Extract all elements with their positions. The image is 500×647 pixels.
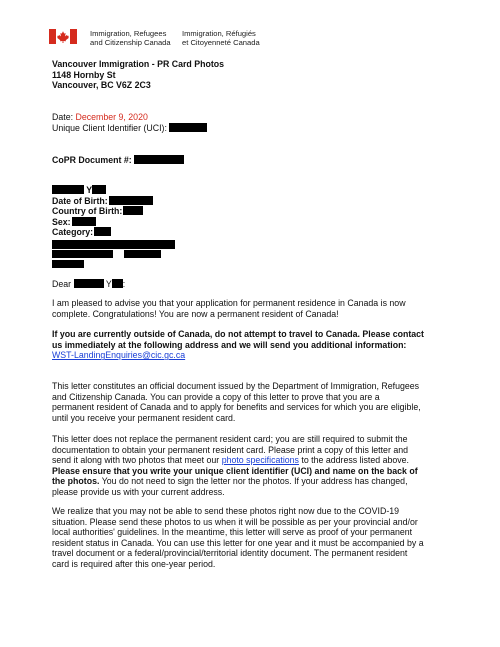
country-label: Country of Birth: <box>52 206 123 217</box>
name-line <box>52 185 452 196</box>
name-suffix: Y <box>86 185 93 195</box>
copr-line <box>52 155 452 166</box>
paragraph-official-document <box>52 381 452 423</box>
recipient-address <box>52 59 452 91</box>
dept-fr-line2: et Citoyenneté Canada <box>182 38 260 47</box>
address-line2: 1148 Hornby St <box>52 69 116 80</box>
dept-en-line1: Immigration, Refugees <box>90 29 167 38</box>
p5-line4: resident status in Canada. You can use this letter for one year and it must be accompanied by a <box>52 537 424 548</box>
uci-label: Unique Client Identifier (UCI): <box>52 122 167 133</box>
name-redaction-2 <box>92 185 106 194</box>
greeting-initial: Y <box>105 279 112 289</box>
paragraph-approval <box>52 298 452 319</box>
p4-line3-text-a: send it along with two photos that meet our <box>52 455 222 466</box>
dept-fr-line1: Immigration, Réfugiés <box>182 29 256 38</box>
paragraph-outside-canada <box>52 329 452 361</box>
paragraph-covid <box>52 506 452 570</box>
p1-line2: complete. Congratulations! You are now a permanent resident of Canada! <box>52 308 339 319</box>
date-label: Date: <box>52 112 74 122</box>
greeting-redaction-2 <box>112 279 126 289</box>
copr-label: CoPR Document #: <box>52 155 132 165</box>
p3-line2: and Citizenship Canada. You can provide a copy of this letter to prove that you are a <box>52 391 380 402</box>
p3-line4: until you receive your permanent resident card. <box>52 412 236 423</box>
category-label: Category: <box>52 227 94 238</box>
name-redaction <box>52 185 84 194</box>
photo-specifications-link[interactable]: photo specifications <box>221 455 299 466</box>
uci-line <box>52 123 452 134</box>
sex-line <box>52 217 452 228</box>
p4-line5-text: You do not need to sign the letter nor the photos. If your address has changed, <box>99 476 408 487</box>
p4-line2: documentation to obtain your permanent resident card. Please print a copy of this letter and <box>52 444 408 455</box>
redaction-block-4 <box>52 260 84 268</box>
paragraph-pr-card <box>52 434 452 498</box>
p2-line1: If you are currently outside of Canada, do not attempt to travel to Canada. Please contact <box>52 329 424 339</box>
department-name-fr <box>182 29 260 47</box>
letter-meta <box>52 112 452 133</box>
greeting-prefix: Dear <box>52 279 72 289</box>
dob-redaction <box>109 196 153 205</box>
greeting <box>52 279 452 290</box>
department-name-en <box>90 29 171 47</box>
greeting-redaction <box>74 279 104 288</box>
p4-line4: Please ensure that you write your unique client identifier (UCI) and name on the back of <box>52 465 418 476</box>
category-redaction <box>94 227 111 236</box>
p4-line6: please provide us with your current address. <box>52 486 225 497</box>
p1-line1: I am pleased to advise you that your application for permanent residence in Canada is now <box>52 298 406 308</box>
sex-label: Sex: <box>52 216 71 227</box>
redaction-block-2 <box>52 250 113 258</box>
category-line <box>52 227 452 238</box>
p5-line1: We realize that you may not be able to send these photos right now due to the COVID-19 <box>52 506 400 516</box>
p5-line3: local authorities' guidelines. In the meantime, this letter will serve as proof of your permanent <box>52 527 413 538</box>
dept-en-line2: and Citizenship Canada <box>90 38 171 47</box>
p4-line1: This letter does not replace the permanent resident card; you are still required to submit the <box>52 434 408 444</box>
country-redaction <box>123 206 143 215</box>
p4-line5-bold: the photos. <box>52 476 100 487</box>
personal-details <box>52 185 452 238</box>
dob-label: Date of Birth: <box>52 195 108 206</box>
country-line <box>52 206 452 217</box>
dob-line <box>52 196 452 207</box>
redaction-block-3 <box>124 250 161 258</box>
greeting-suffix: : <box>122 279 126 289</box>
p5-line6: card is required after this one-year period. <box>52 558 216 569</box>
p5-line2: situation. Please send these photos to us when it will be possible as per your provincial and/or <box>52 516 418 527</box>
canada-flag-icon <box>49 29 77 44</box>
copr-redaction <box>134 155 184 164</box>
p4-line3-text-b: to the address listed above. <box>298 455 409 466</box>
address-line1: Vancouver Immigration - PR Card Photos <box>52 59 225 69</box>
date-value: December 9, 2020 <box>75 112 148 122</box>
p3-line1: This letter constitutes an official document issued by the Department of Immigration, Refugees <box>52 381 420 391</box>
uci-redaction <box>169 123 207 132</box>
contact-email-link[interactable]: WST-LandingEnquiries@cic.gc.ca <box>52 350 186 361</box>
address-line3: Vancouver, BC V6Z 2C3 <box>52 80 151 91</box>
sex-redaction <box>72 217 96 226</box>
p2-line2: us immediately at the following address and we will send you additional information: <box>52 339 407 350</box>
redaction-block-1 <box>52 240 175 249</box>
p3-line3: permanent resident of Canada and to apply for benefits and services for which you are eligible, <box>52 402 421 413</box>
p5-line5: travel document or a federal/provincial/territorial identity document. The permanent resident <box>52 548 408 559</box>
p4-line3 <box>52 455 452 466</box>
date-line <box>52 112 452 123</box>
p4-line5 <box>52 476 452 487</box>
